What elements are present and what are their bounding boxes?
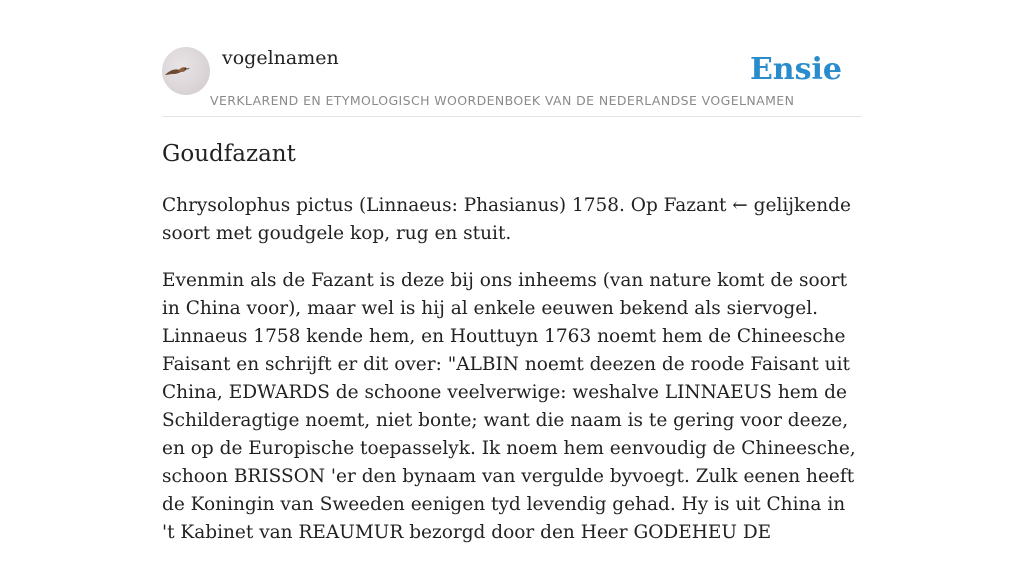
- dictionary-header: [162, 0, 862, 117]
- ensie-logo[interactable]: Ensie: [749, 52, 842, 87]
- entry-paragraph: Evenmin als de Fazant is deze bij ons inheems (van nature komt de soort in China voor), maar wel is hij al enkele eeuwen bekend als siervogel. Linnaeus 1758 kende hem, en Houttuyn 1763 noemt hem de Chineesche Faisant en schrijft er dit over: "ALBIN noemt deezen de roode Faisant uit China, EDWARDS de schoone veelverwige: weshalve LINNAEUS hem de Schilderagtige noemt, niet bonte; want die naam is te gering voor deeze, en op de Europische toepasselyk. Ik noem hem eenvoudig de Chineesche, schoon BRISSON 'er den bynaam van vergulde byvoegt. Zulk eenen heeft de Koningin van Sweeden eenigen tyd levendig gehad. Hy is uit China in 't Kabinet van REAUMUR bezorgd door den Heer GODEHEU DE: [162, 270, 856, 543]
- dictionary-name-link[interactable]: vogelnamen: [222, 47, 339, 69]
- entry-title: Goudfazant: [162, 141, 296, 167]
- dictionary-subtitle: VERKLAREND EN ETYMOLOGISCH WOORDENBOEK VAN DE NEDERLANDSE VOGELNAMEN: [210, 93, 795, 108]
- bird-icon: [162, 47, 210, 95]
- dictionary-avatar[interactable]: [162, 47, 210, 95]
- entry-paragraph: Chrysolophus pictus (Linnaeus: Phasianus) 1758. Op Fazant ← gelijkende soort met goudgele kop, rug en stuit.: [162, 195, 851, 244]
- entry-body: [162, 192, 862, 566]
- content-container: [162, 0, 862, 543]
